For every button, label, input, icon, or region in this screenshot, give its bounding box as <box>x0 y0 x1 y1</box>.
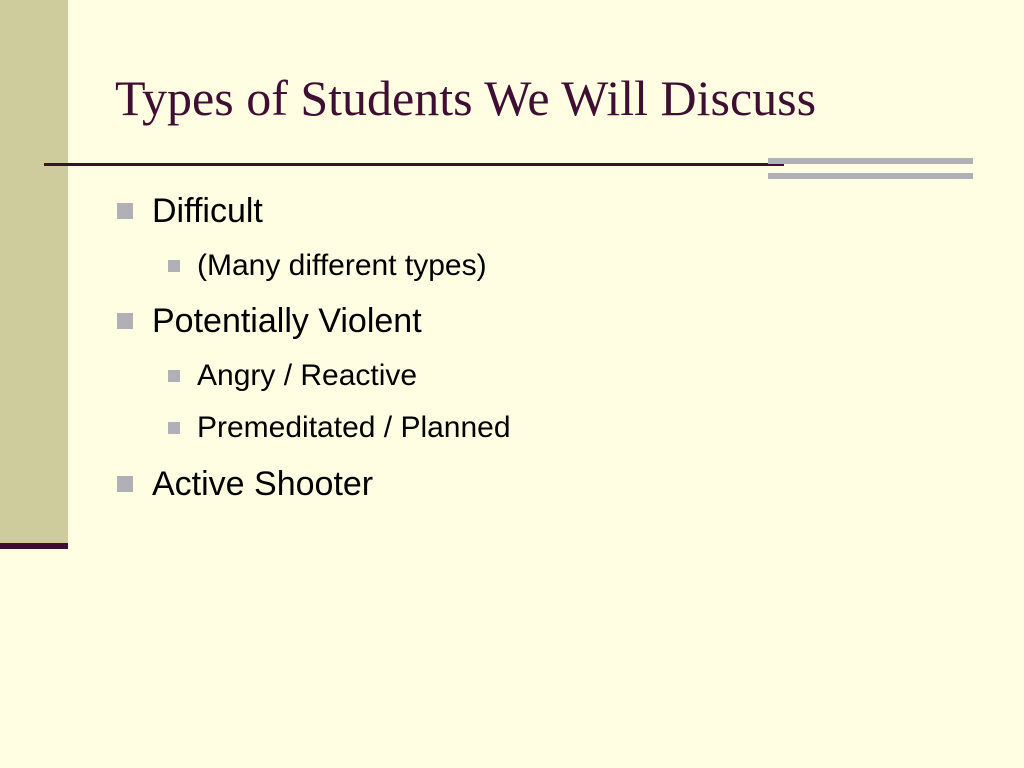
sub-bullet-item-many-types <box>197 248 487 284</box>
bullet-text: Premeditated / Planned <box>197 411 511 444</box>
slide-title: Types of Students We Will Discuss <box>115 70 817 126</box>
bullet-item-potentially-violent <box>152 301 422 341</box>
bullet-text: Potentially Violent <box>152 302 422 340</box>
slide-side-band <box>0 0 68 543</box>
square-bullet-icon <box>117 476 133 492</box>
square-bullet-icon <box>117 313 133 329</box>
bullet-text: (Many different types) <box>197 249 487 282</box>
bullet-text: Active Shooter <box>152 465 374 503</box>
bullet-text: Angry / Reactive <box>197 359 418 392</box>
side-band-foot-rule <box>0 543 68 549</box>
title-underline-rule <box>44 163 784 166</box>
bullet-item-active-shooter <box>152 464 373 504</box>
bullet-item-difficult <box>152 191 263 231</box>
sub-bullet-item-angry-reactive <box>197 358 417 394</box>
square-bullet-icon <box>117 203 133 219</box>
sub-bullet-item-premeditated-planned <box>197 410 511 446</box>
accent-bar-top <box>768 158 973 164</box>
square-bullet-icon <box>168 370 180 382</box>
square-bullet-icon <box>168 260 180 272</box>
square-bullet-icon <box>168 422 180 434</box>
bullet-text: Difficult <box>152 192 263 230</box>
accent-bar-bottom <box>768 173 973 179</box>
